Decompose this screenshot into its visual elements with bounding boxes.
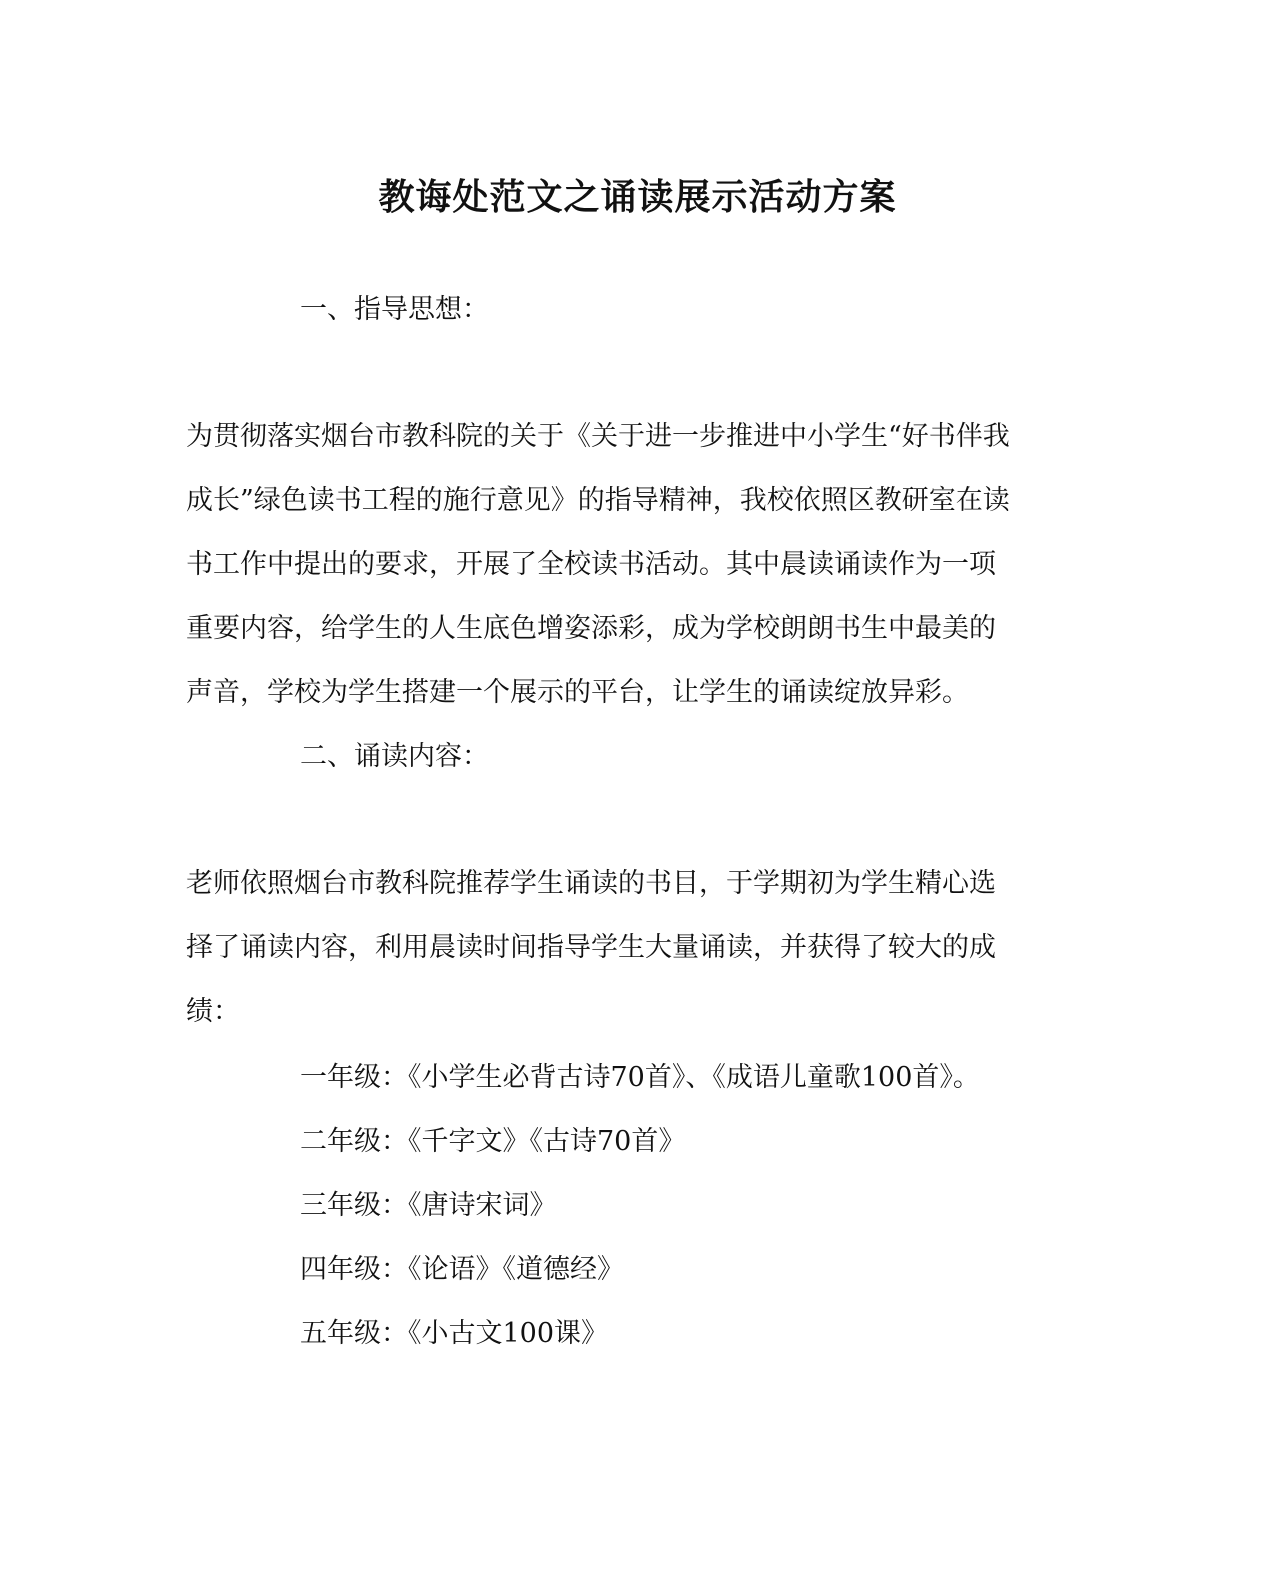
paragraph-line: 绩： — [186, 996, 240, 1027]
grade-reading-list — [300, 1046, 980, 1366]
section-heading-reading-content: 二、诵读内容： — [300, 741, 489, 772]
grade-list-item: 五年级：《小古文100课》 — [300, 1318, 609, 1349]
paragraph-line: 择了诵读内容，利用晨读时间指导学生大量诵读，并获得了较大的成 — [186, 932, 996, 963]
grade-list-item: 三年级：《唐诗宋词》 — [300, 1190, 557, 1221]
paragraph-line: 成长”绿色读书工程的施行意见》的指导精神，我校依照区教研室在读 — [186, 485, 1010, 516]
paragraph-guiding-thought — [186, 405, 1066, 725]
grade-list-item: 四年级：《论语》《道德经》 — [300, 1254, 624, 1285]
paragraph-line: 为贯彻落实烟台市教科院的关于《关于进一步推进中小学生“好书伴我 — [186, 421, 1010, 452]
section-heading-guiding-thought: 一、指导思想： — [300, 294, 489, 325]
paragraph-line: 老师依照烟台市教科院推荐学生诵读的书目，于学期初为学生精心选 — [186, 868, 996, 899]
document-title: 教诲处范文之诵读展示活动方案 — [378, 176, 897, 218]
paragraph-line: 声音，学校为学生搭建一个展示的平台，让学生的诵读绽放异彩。 — [186, 677, 969, 708]
paragraph-line: 书工作中提出的要求，开展了全校读书活动。其中晨读诵读作为一项 — [186, 549, 996, 580]
paragraph-reading-content — [186, 852, 1066, 1044]
paragraph-line: 重要内容，给学生的人生底色增姿添彩，成为学校朗朗书生中最美的 — [186, 613, 996, 644]
grade-list-item: 二年级：《千字文》《古诗70首》 — [300, 1126, 686, 1157]
grade-list-item: 一年级：《小学生必背古诗70首》、《成语儿童歌100首》。 — [300, 1062, 980, 1093]
